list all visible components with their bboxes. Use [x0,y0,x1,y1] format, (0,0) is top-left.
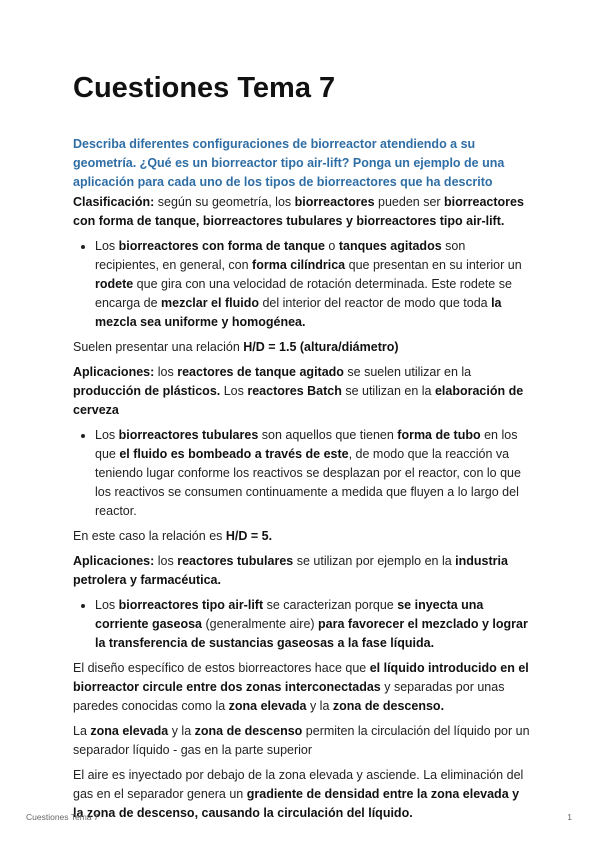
bold-text: biorreactores con forma de tanque, biorreactores tubulares y biorreactores tipo air-lift. [73,195,524,228]
text: , de modo que la reacción va teniendo lugar conforme los reactivos se desplazan por el reactor, con lo que los reactivos se consumen continuamente a medida que fluyen a lo largo del reactor. [95,447,521,518]
bold-text: el líquido introducido en el biorreactor circule entre dos zonas interconectadas [73,661,529,694]
bold-text: H/D = 1.5 (altura/diámetro) [243,340,399,354]
footer-title: Cuestiones Tema 7 [26,812,99,822]
clasificacion-paragraph [73,193,531,231]
text: pueden ser [374,195,445,209]
text: El diseño específico de estos biorreactores hace que [73,661,370,675]
text: y separadas por unas paredes conocidas como la [73,680,505,713]
text: o [324,239,339,253]
answer-content [73,193,531,829]
relacion-paragraph-1 [73,338,531,357]
text: del interior del reactor de modo que toda [258,296,492,310]
bullet-list-airlift [73,596,531,653]
bold-text: forma de tubo [397,428,481,442]
bold-text: zona elevada [90,724,169,738]
bold-text: mezclar el fluido [161,296,259,310]
bold-text: biorreactores tipo air-lift [118,598,264,612]
aplicaciones-paragraph-1 [73,363,531,420]
aplicaciones-paragraph-2 [73,552,531,590]
bold-text: biorreactores [294,195,375,209]
bullet-list-tanque [73,237,531,332]
text: son aquellos que tienen [258,428,398,442]
page-title: Cuestiones Tema 7 [73,72,336,104]
bold-text: la mezcla sea uniforme y homogénea. [95,296,502,329]
text: Los [95,598,119,612]
bold-text: el fluido es bombeado a través de este [119,447,349,461]
bold-text: H/D = 5. [225,529,273,543]
page-number: 1 [567,812,572,822]
text: Suelen presentar una relación [73,340,244,354]
text: son recipientes, en general, con [95,239,466,272]
bold-text: forma cilíndrica [252,258,346,272]
bullet-list-tubulares [73,426,531,521]
text: En este caso la relación es [73,529,226,543]
bold-text: zona elevada [228,699,307,713]
zonas-paragraph [73,722,531,760]
list-item [95,426,531,521]
text: Los [95,428,119,442]
question-heading: Describa diferentes configuraciones de biorreactor atendiendo a su geometría. ¿Qué es un biorreactor tipo air-lift? Ponga un ejemplo de una aplicación para cada uno de los tipos de biorreactores que ha descrito [73,137,505,189]
text: que presentan en su interior un [345,258,522,272]
bold-text: Clasificación: [73,195,155,209]
bold-text: zona de descenso [194,724,303,738]
text: El aire es inyectado por debajo de la zona elevada y asciende. La eliminación del gas en el separador genera un [73,768,524,801]
text: (generalmente aire) [202,617,319,631]
aire-paragraph [73,766,531,823]
bold-text: reactores tubulares [177,554,294,568]
list-item [95,596,531,653]
bold-text: reactores Batch [247,384,342,398]
text: se utilizan por ejemplo en la [293,554,456,568]
bold-text: industria petrolera y farmacéutica. [73,554,508,587]
bold-text: gradiente de densidad entre la zona elevada y la zona de descenso, causando la circulación del líquido. [73,787,520,820]
text: se suelen utilizar en la [343,365,472,379]
bold-text: elaboración de cerveza [73,384,524,417]
diseno-paragraph [73,659,531,716]
bold-text: Aplicaciones: [73,365,155,379]
text: Los [95,239,119,253]
text: que gira con una velocidad de rotación determinada. Este rodete se encarga de [95,277,512,310]
list-item [95,237,531,332]
text: según su geometría, los [154,195,295,209]
bold-text: tanques agitados [338,239,442,253]
text: los [154,365,178,379]
bold-text: Aplicaciones: [73,554,155,568]
text: en los que [95,428,518,461]
text: y la [168,724,195,738]
bold-text: reactores de tanque agitado [177,365,344,379]
bold-text: para favorecer el mezclado y lograr la transferencia de sustancias gaseosas a la fase líquida. [95,617,528,650]
bold-text: se inyecta una corriente gaseosa [95,598,484,631]
text: permiten la circulación del líquido por un separador líquido - gas en la parte superior [73,724,530,757]
text: los [154,554,178,568]
text: Los [220,384,248,398]
bold-text: rodete [95,277,134,291]
text: La [73,724,91,738]
text: y la [306,699,333,713]
bold-text: zona de descenso. [332,699,445,713]
text: se utilizan en la [341,384,435,398]
bold-text: biorreactores tubulares [118,428,259,442]
relacion-paragraph-2 [73,527,531,546]
bold-text: biorreactores con forma de tanque [118,239,325,253]
bold-text: producción de plásticos. [73,384,221,398]
text: se caracterizan porque [263,598,398,612]
